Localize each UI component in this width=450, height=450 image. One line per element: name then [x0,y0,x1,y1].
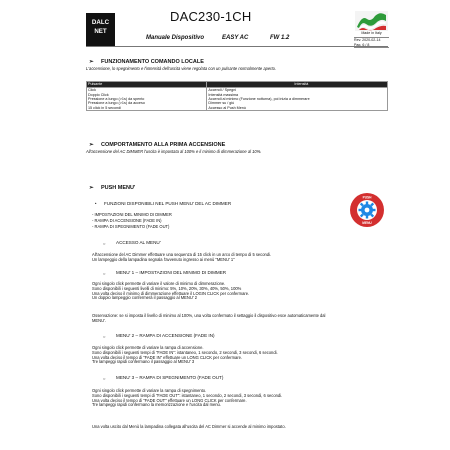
circle-bullet-icon: ○ [103,271,106,276]
menu2-text: Ogni singolo click permette di variare la rampa di accensione. Sono disponibili i seguenti tempi di "FADE IN": istantaneo, 1 secondo, 2 secondi, 3 secondi, 6 secondi. Una volta deciso il tempo di "FADE IN" effettuare un LONG CLICK per confermare. Tre lampeggi rapidi confermano il passaggio al MENU' 3 [92,345,278,365]
circle-bullet-icon: ○ [103,241,106,246]
made-in-italy: Made in Italy [361,31,382,35]
page-number: Pag. 6 / 8 [354,42,370,47]
logo-line-2: NET [94,28,107,35]
section-desc-first-power: All'accensione del AC DIMMER l'uscita è impostata al 100% e il minimo di dimmerazione al 10%. [86,149,262,154]
access-menu-title: ACCESSO AL MENU' [116,240,161,245]
firmware-label: FW 1.2 [270,35,290,41]
italy-flag-icon [355,11,388,31]
table-header-intensity: Intensità [207,82,388,88]
menu1-title: MENU' 1 – IMPOSTAZIONI DEL MINIMO DI DIMMER [116,270,227,275]
table-row: Click Doppio Click Pressione a lungo (>1s) da spento Pressione a lungo (>1s) da acceso 15 click in 5 secondi Accendi / Spegni Intensità massima Accendi al minimo (Funzione notturna), poi inizia a dimmerare Dimmer su / giù Accesso al Push Menù [87,88,388,111]
list-item: - RAMPA DI SPEGNIMENTO (FADE OUT) [92,224,170,229]
list-item: - RAMPA DI ACCENSIONE (FADE IN) [92,218,162,223]
badge-top-text: PUSH [362,195,372,200]
section-desc-local-control: L'accensione, lo spegnimento e l'intensità dell'uscita viene regolata con un pulsante normalmente aperto. [86,66,277,71]
bullet-arrow-icon: ➢ [89,142,94,148]
document-title: DAC230-1CH [170,9,252,24]
section-title-push-menu: PUSH MENU' [101,185,136,191]
circle-bullet-icon: ○ [103,376,106,381]
badge-bottom-text: MENU [362,221,372,225]
section-title-local-control: FUNZIONAMENTO COMANDO LOCALE [101,59,204,65]
menu3-text: Ogni singolo click permette di variare la rampa di spegnimento. Sono disponibili i seguenti tempi di "FADE OUT": istantaneo, 1 secondo, 2 secondi, 3 secondi, 6 secondi. Una volta deciso il tempo di "FADE OUT" effettuare un LONG CLICK per confermare. Tre lampeggi rapidi confermano la memorizzazione e l'uscita dal menù. [92,388,283,408]
model-label: EASY AC [222,35,249,41]
functions-list [92,212,172,230]
menu1-text: Ogni singolo click permette di variare il valore di minimo di dimmerazione. Sono disponibili i seguenti livelli di minimo: 5%, 10%, 20%, 30%, 40%, 50%, 100% Una volta deciso il minimo di dimmerazione effettuare il LOGIN CLICK per confermare. Un doppio lampeggio confermerà il passaggio al MENU' 2 [92,281,250,301]
bullet-arrow-icon: ➢ [89,59,94,65]
circle-bullet-icon: ○ [103,334,106,339]
access-menu-text: All'accensione del AC Dimmer effettuare una sequenza di 15 click in un arco di tempo di 5 secondi. Un lampeggio della lampadina segnala l'avvenuto ingresso ai menù "MENU' 1" [92,252,272,262]
push-menu-gear-icon [349,192,385,228]
list-item: - IMPOSTAZIONI DEL MINIMO DI DIMMER [92,212,172,217]
bullet-arrow-icon: ➢ [89,185,94,191]
logo-line-1: DALC [91,19,110,26]
final-note: Una volta uscito dal Menù la lampadina collegata all'uscita del AC Dimmer si accende al minimo impostato. [92,424,286,429]
sub-bullet-icon: • [95,201,97,206]
function-table [86,81,388,111]
menu3-title: MENU' 3 – RAMPA DI SPEGNIMENTO (FADE OUT) [116,375,224,380]
revision-date: Rev. 2020-02-14 [354,38,381,42]
observation-text: Osservazione: se si imposta il livello di minimo al 100%, una volta confermato il settaggio il dispositivo esce automaticamente dal MENU'. [92,313,326,323]
sub-title-functions: FUNZIONI DISPONIBILI NEL PUSH MENU' DEL AC DIMMER [104,201,232,206]
menu2-title: MENU' 2 – RAMPA DI ACCENSIONE (FADE IN) [116,333,215,338]
manual-label: Manuale Dispositivo [146,35,205,41]
brand-logo [86,13,115,47]
table-header-button: Pulsante [87,82,207,88]
section-title-first-power: COMPORTAMENTO ALLA PRIMA ACCENSIONE [101,142,226,148]
header-divider [86,46,388,47]
